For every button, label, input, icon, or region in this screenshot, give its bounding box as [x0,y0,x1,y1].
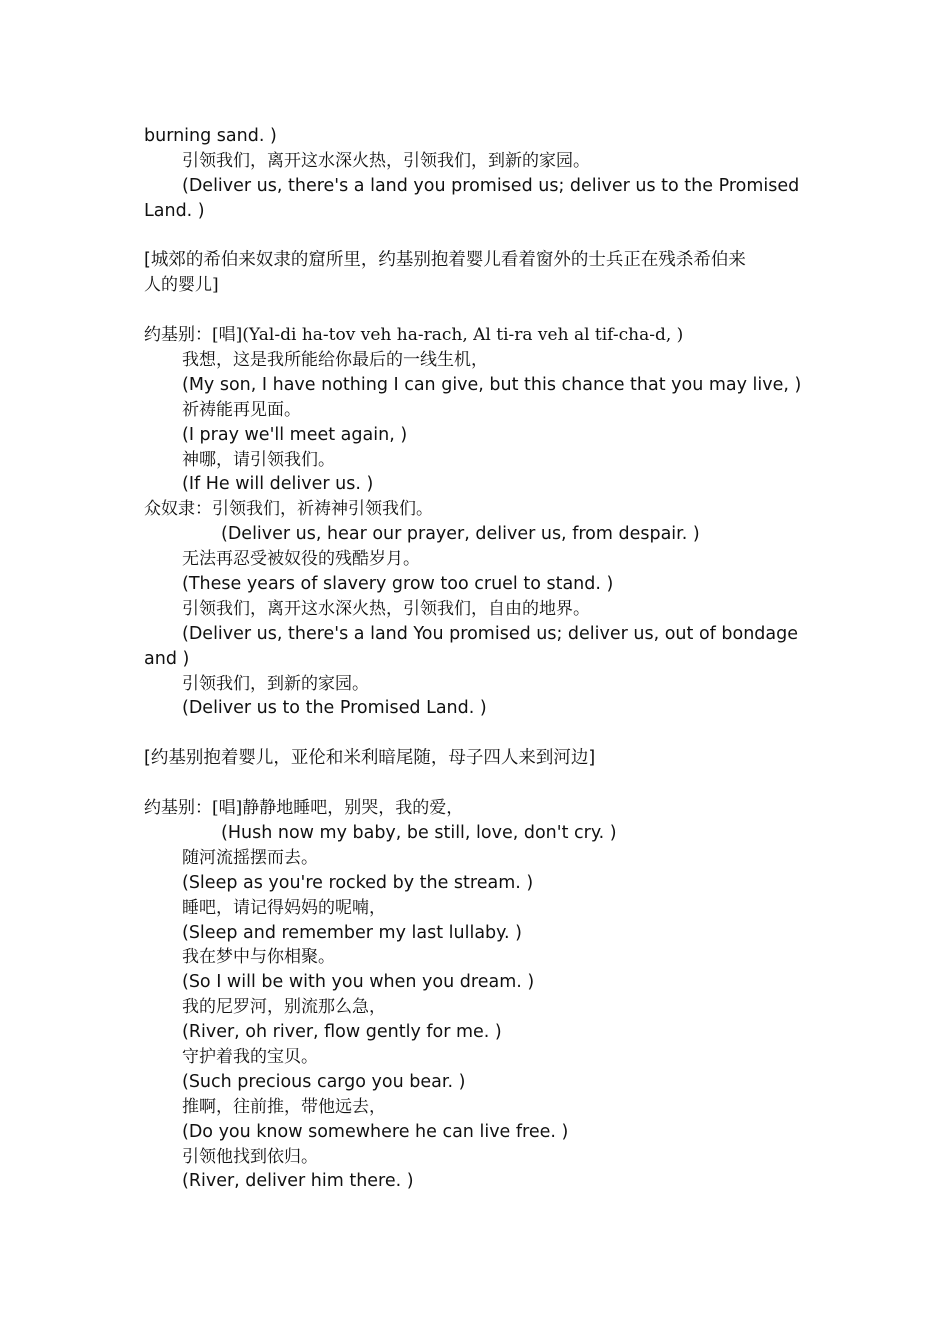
text-line: (If He will deliver us. ) [182,474,374,495]
document-body [144,124,814,1194]
text-line: 神哪，请引领我们。 [182,449,335,470]
blank-line [144,721,814,746]
text-line: 无法再忍受被奴役的残酷岁月。 [182,549,420,570]
text-line: 推啊，往前推，带他远去， [182,1096,386,1117]
text-line: 我的尼罗河，别流那么急， [182,997,386,1018]
text-line: 我想，这是我所能给你最后的一线生机， [182,350,488,371]
text-line: (These years of slavery grow too cruel to stand. ) [182,574,614,595]
text-line: 引领我们，离开这水深火热，引领我们，自由的地界。 [182,598,590,619]
text-line: (Such precious cargo you bear. ) [182,1071,466,1092]
text-line: (Deliver us, hear our prayer, deliver us, from despair. ) [221,524,700,545]
text-line: 约基别：[唱](Yal-di ha-tov veh ha-rach, Al ti-ra veh al tif-cha-d, ) [144,325,684,346]
text-line: (So I will be with you when you dream. ) [182,972,535,993]
blank-line [144,224,814,249]
text-line: Land. ) [144,200,205,221]
text-line: 引领我们，到新的家园。 [182,673,369,694]
text-line: (Deliver us to the Promised Land. ) [182,698,487,719]
blank-line [144,298,814,323]
blank-line [144,771,814,796]
text-line: (My son, I have nothing I can give, but this chance that you may live, ) [182,374,802,395]
text-line: (Deliver us, there's a land you promised us; deliver us to the Promised [182,175,800,196]
text-line: 祈祷能再见面。 [182,399,301,420]
text-line: burning sand. ) [144,126,277,146]
text-line: 约基别：[唱]静静地睡吧，别哭，我的爱， [144,798,464,819]
text-line: 引领我们，离开这水深火热，引领我们，到新的家园。 [182,150,590,171]
text-line: 随河流摇摆而去。 [182,847,318,868]
text-line: (Hush now my baby, be still, love, don't cry. ) [221,822,617,843]
text-line: [城郊的希伯来奴隶的窟所里，约基别抱着婴儿看着窗外的士兵正在残杀希伯来 [144,250,746,271]
text-line: 引领他找到依归。 [182,1146,318,1167]
text-line: (Do you know somewhere he can live free. ) [182,1121,569,1142]
text-line: 人的婴儿] [144,275,219,296]
text-line: (River, deliver him there. ) [182,1171,414,1192]
text-line: (I pray we'll meet again, ) [182,424,408,445]
text-line: and ) [144,648,190,669]
text-line: (Sleep as you're rocked by the stream. ) [182,872,534,893]
text-line: [约基别抱着婴儿，亚伦和米利暗尾随，母子四人来到河边] [144,748,596,769]
text-line: 睡吧，请记得妈妈的呢喃， [182,897,386,918]
text-line: 众奴隶：引领我们，祈祷神引领我们。 [144,499,433,520]
text-line: (River, oh river, flow gently for me. ) [182,1022,502,1043]
text-line: 我在梦中与你相聚。 [182,947,335,968]
text-line: (Deliver us, there's a land You promised us; deliver us, out of bondage [182,623,798,644]
text-line: (Sleep and remember my last lullaby. ) [182,922,522,943]
text-line: 守护着我的宝贝。 [182,1046,318,1067]
